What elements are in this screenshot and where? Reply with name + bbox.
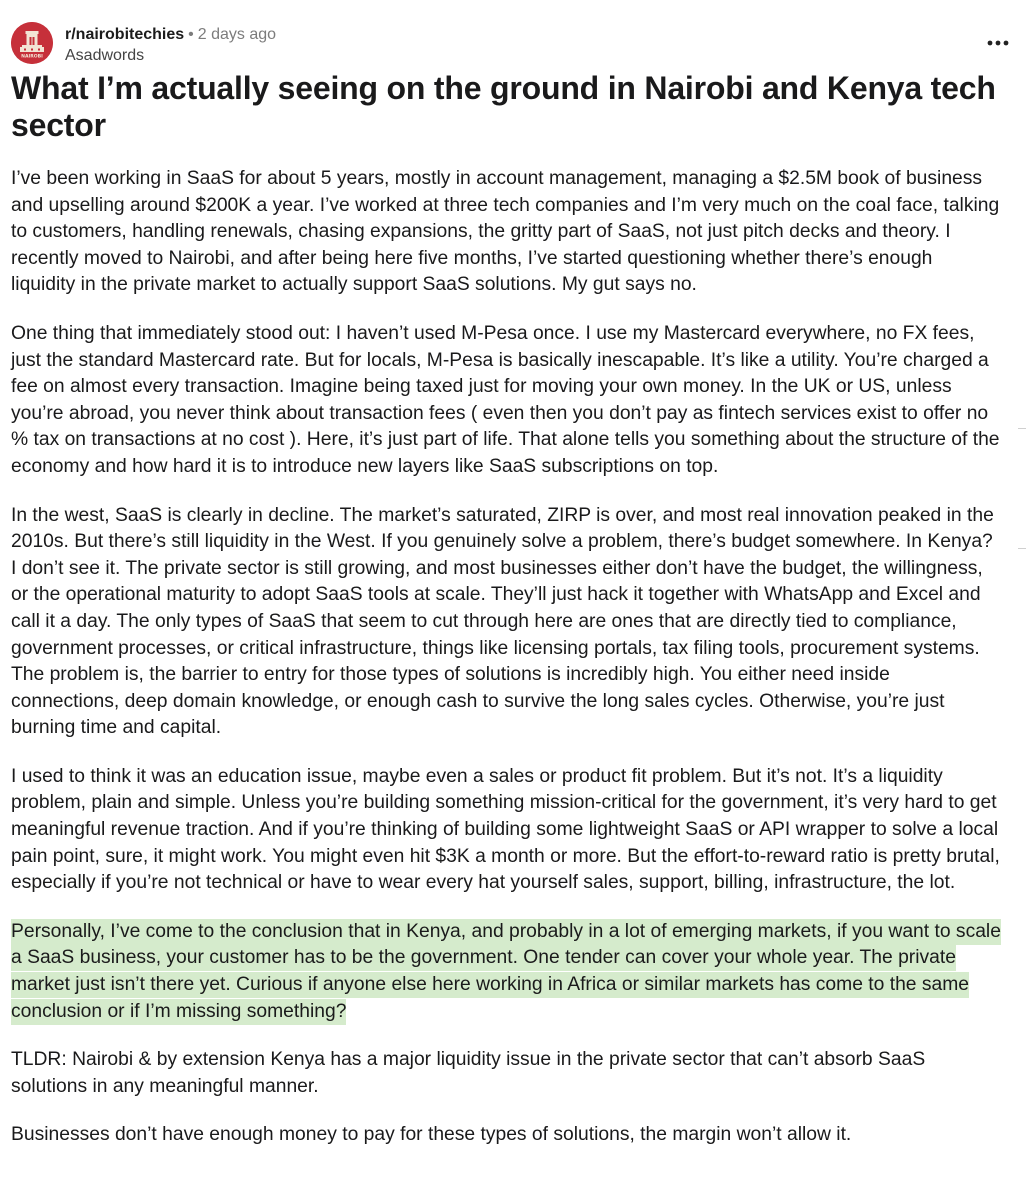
highlighted-text: Personally, I’ve come to the conclusion that in Kenya, and probably in a lot of emerging markets, if you want to scale a SaaS business, your customer has to be the government. One tender can cover your whole year. The private market just isn’t there yet. Curious if anyone else here working in Africa or similar markets has come to the same conclusion or if I’m missing something? xyxy=(11,919,1001,1025)
scroll-tick-top xyxy=(1018,428,1026,429)
subreddit-link[interactable]: r/nairobitechies xyxy=(65,26,185,43)
post-meta xyxy=(65,24,276,66)
meta-separator: • xyxy=(188,26,194,43)
author-link[interactable]: Asadwords xyxy=(65,47,145,64)
post-title[interactable]: What I’m actually seeing on the ground in Nairobi and Kenya tech sector xyxy=(11,70,996,143)
paragraph-tldr: TLDR: Nairobi & by extension Kenya has a major liquidity issue in the private sector that can’t absorb SaaS solutions in any meaningful manner. xyxy=(11,1049,926,1097)
more-dots xyxy=(987,40,1009,46)
post-container xyxy=(11,22,1001,1171)
paragraph-liquidity: I used to think it was an education issue, maybe even a sales or product fit problem. But it’s not. It’s a liquidity problem, plain and simple. Unless you’re building something mission-critical for the government, it’s very hard to get meaningful revenue traction. And if you’re thinking of building some lightweight SaaS or API wrapper to solve a local pain point, sure, it might work. You might even hit $3K a month or more. But the effort-to-reward ratio is pretty brutal, especially if you’re not technical or have to wear every hat yourself sales, support, billing, infrastructure, the lot. xyxy=(11,765,1000,894)
post-meta-top xyxy=(65,24,276,45)
post-header xyxy=(11,22,1001,68)
scroll-tick-bottom xyxy=(1018,548,1026,549)
paragraph-west-vs-kenya: In the west, SaaS is clearly in decline. The market’s saturated, ZIRP is over, and most real innovation peaked in the 2010s. But there’s still liquidity in the West. If you genuinely solve a problem, there’s budget somewhere. In Kenya? I don’t see it. The private sector is still growing, and most businesses either don’t have the budget, the willingness, or the operational maturity to adopt SaaS tools at scale. They’ll just hack it together with WhatsApp and Excel and call it a day. The only types of SaaS that seem to cut through here are ones that are directly tied to compliance, government processes, or critical infrastructure, things like licensing portals, tax filing tools, procurement systems. The problem is, the barrier to entry for those types of solutions is incredibly high. You either need inside connections, deep domain knowledge, or enough cash to survive the long sales cycles. Otherwise, you’re just burning time and capital. xyxy=(11,504,994,739)
paragraph-intro: I’ve been working in SaaS for about 5 years, mostly in account management, managing a $2.5M book of business and upselling around $200K a year. I’ve worked at three tech companies and I’m very much on the coal face, talking to customers, handling renewals, chasing expansions, the gritty part of SaaS, not just pitch decks and theory. I recently moved to Nairobi, and after being here five months, I’ve started questioning whether there’s enough liquidity in the private market to actually support SaaS solutions. My gut says no. xyxy=(11,168,1000,296)
post-time: 2 days ago xyxy=(197,26,277,43)
paragraph-closing: Businesses don’t have enough money to pay for these types of solutions, the margin won’t allow it. xyxy=(11,1124,852,1146)
more-options-icon[interactable] xyxy=(983,30,1013,56)
paragraph-mpesa: One thing that immediately stood out: I haven’t used M-Pesa once. I use my Mastercard everywhere, no FX fees, just the standard Mastercard rate. But for locals, M-Pesa is basically inescapable. It’s like a utility. You’re charged a fee on almost every transaction. Imagine being taxed just for moving your own money. In the UK or US, unless you’re abroad, you never think about transaction fees ( even then you don’t pay as fintech services exist to offer no % tax on transactions at no cost ). Here, it’s just part of life. That alone tells you something about the structure of the economy and how hard it is to introduce new layers like SaaS subscriptions on top. xyxy=(11,322,1000,477)
paragraph-conclusion-highlighted xyxy=(11,919,1001,1025)
avatar-art xyxy=(11,22,53,64)
subreddit-avatar-icon[interactable] xyxy=(11,22,53,64)
post-body xyxy=(11,166,1001,1149)
avatar-label: NAIROBI xyxy=(21,54,43,60)
